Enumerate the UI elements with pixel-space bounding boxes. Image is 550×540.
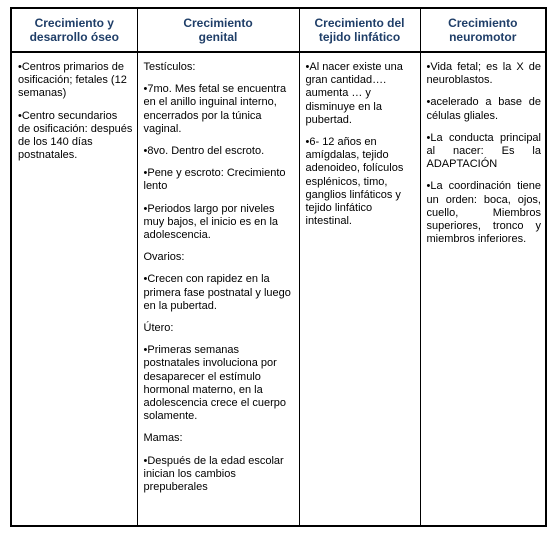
- genital-item: •Después de la edad escolar inician los cambios prepuberales: [143, 454, 284, 494]
- header-row: [11, 8, 546, 52]
- header-bone-growth: Crecimiento y desarrollo óseo: [11, 8, 137, 52]
- content-row: [11, 52, 546, 526]
- header-genital-growth: Crecimiento genital: [137, 8, 299, 52]
- genital-subheading: Mamas:: [143, 432, 183, 445]
- genital-subheading: Testículos:: [143, 61, 196, 73]
- neuromotor-item: •Vida fetal; es la X de neuroblastos.: [426, 61, 541, 87]
- cell-lymphatic-growth: [299, 52, 420, 526]
- genital-subheading: Útero:: [143, 322, 174, 335]
- genital-item: •8vo. Dentro del escroto.: [143, 145, 265, 158]
- genital-item: •Periodos largo por niveles muy bajos, el inicio es en la adolescencia.: [143, 202, 279, 242]
- lymphatic-item: •Al nacer existe una gran cantidad…. aumenta … y disminuye en la pubertad.: [305, 61, 403, 126]
- genital-item: •Crecen con rapidez en la primera fase postnatal y luego en la pubertad.: [143, 273, 291, 312]
- genital-item: •Pene y escroto: Crecimiento lento: [143, 167, 286, 193]
- genital-item: •Primeras semanas postnatales involuciona por desaparecer el estímulo hormonal materno, en la adolescencia crece el cuerpo solamente.: [143, 344, 286, 423]
- header-neuromotor-growth: Crecimiento neuromotor: [420, 8, 546, 52]
- cell-neuromotor-growth: [420, 52, 546, 526]
- header-lymphatic-growth: Crecimiento del tejido linfático: [299, 8, 420, 52]
- growth-table: [10, 7, 547, 527]
- genital-subheading: Ovarios:: [143, 251, 185, 264]
- cell-bone-growth: [11, 52, 137, 526]
- cell-genital-growth: [137, 52, 299, 526]
- neuromotor-item: •La conducta principal al nacer: Es la ADAPTACIÓN: [426, 131, 541, 171]
- neuromotor-item: •La coordinación tiene un orden: boca, ojos, cuello, Miembros superiores, tronco y miembros inferiores.: [426, 180, 541, 246]
- bone-item: •Centro secundarios de osificación: después de los 140 días postnatales.: [18, 109, 133, 162]
- bone-item: •Centros primarios de osificación; fetales (12 semanas): [18, 61, 127, 100]
- lymphatic-item: •6- 12 años en amígdalas, tejido adenoideo, folículos esplénicos, timo, ganglios linfáticos y tejido linfático intestinal.: [305, 136, 404, 228]
- genital-item: •7mo. Mes fetal se encuentra en el anillo inguinal interno, encerrados por la túnica vaginal.: [143, 83, 287, 135]
- neuromotor-item: •acelerado a base de células gliales.: [426, 96, 541, 122]
